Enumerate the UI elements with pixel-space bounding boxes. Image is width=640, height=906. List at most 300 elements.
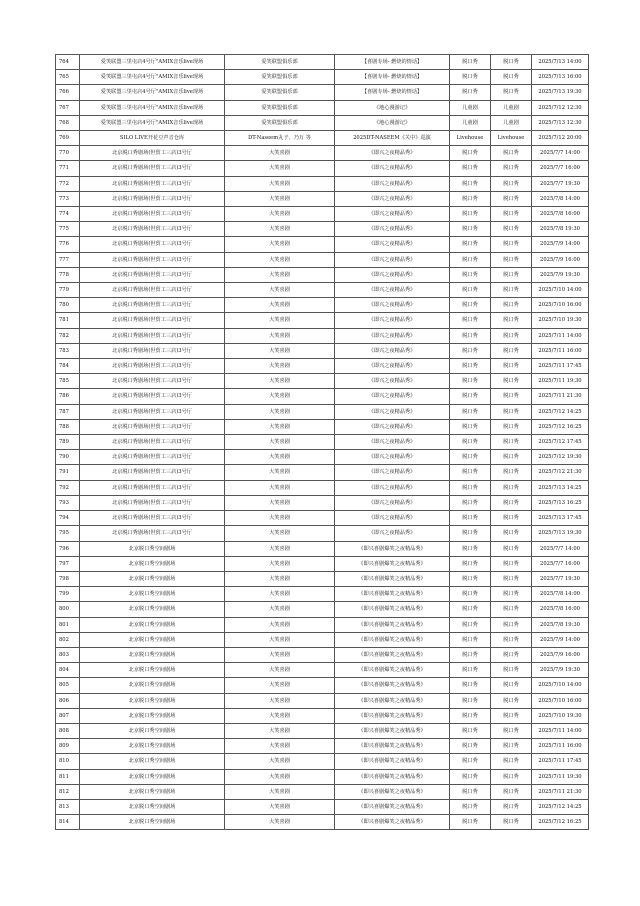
cell-venue: 北京脱口秀剧场(世贸工三店)3号厅	[80, 450, 225, 465]
cell-subcategory: 脱口秀	[491, 55, 532, 70]
cell-organizer: 大笑喜剧	[225, 283, 335, 298]
cell-category: 脱口秀	[450, 526, 491, 541]
cell-organizer: 大笑喜剧	[225, 556, 335, 571]
cell-organizer: 大笑喜剧	[225, 328, 335, 343]
table-row	[56, 100, 589, 115]
cell-venue: 北京脱口秀剧场(世贸工三店)3号厅	[80, 222, 225, 237]
table-row	[56, 70, 589, 85]
cell-venue: 北京脱口秀剧场(世贸工三店)3号厅	[80, 465, 225, 480]
cell-organizer: 大笑喜剧	[225, 784, 335, 799]
cell-category: 脱口秀	[450, 389, 491, 404]
cell-venue: 爱笑联盟三里屯店4号厅"AMIX音乐live现场	[80, 55, 225, 70]
cell-title: 《即兴之夜精品秀》	[335, 207, 450, 222]
cell-venue: 北京脱口秀空间剧场	[80, 587, 225, 602]
cell-subcategory: 脱口秀	[491, 161, 532, 176]
cell-title: 《即兴之夜精品秀》	[335, 146, 450, 161]
cell-organizer: 爱笑联盟俱乐部	[225, 85, 335, 100]
table-row	[56, 784, 589, 799]
cell-datetime: 2025/7/11 16:00	[532, 343, 589, 358]
cell-number: 773	[56, 191, 80, 206]
cell-number: 777	[56, 252, 80, 267]
cell-number: 795	[56, 526, 80, 541]
cell-title: 2025DT-NASEEM《关中》巡演	[335, 131, 450, 146]
cell-datetime: 2025/7/9 14:00	[532, 632, 589, 647]
cell-subcategory: 脱口秀	[491, 769, 532, 784]
cell-number: 809	[56, 739, 80, 754]
cell-datetime: 2025/7/13 16:25	[532, 495, 589, 510]
cell-subcategory: 脱口秀	[491, 70, 532, 85]
cell-title: 《即兴之夜精品秀》	[335, 526, 450, 541]
cell-datetime: 2025/7/13 16:00	[532, 70, 589, 85]
cell-category: 脱口秀	[450, 222, 491, 237]
cell-venue: SILO LIVE开花豆声音仓库	[80, 131, 225, 146]
cell-category: 脱口秀	[450, 754, 491, 769]
cell-title: 《即兴喜剧爆笑之夜精品秀》	[335, 708, 450, 723]
cell-organizer: 大笑喜剧	[225, 602, 335, 617]
cell-category: 脱口秀	[450, 207, 491, 222]
cell-category: 脱口秀	[450, 723, 491, 738]
cell-subcategory: 脱口秀	[491, 207, 532, 222]
cell-title: 《即兴之夜精品秀》	[335, 283, 450, 298]
table-row	[56, 283, 589, 298]
cell-venue: 北京脱口秀剧场(世贸工三店)3号厅	[80, 313, 225, 328]
cell-category: 脱口秀	[450, 617, 491, 632]
cell-title: 《即兴喜剧爆笑之夜精品秀》	[335, 678, 450, 693]
cell-venue: 北京脱口秀空间剧场	[80, 541, 225, 556]
table-row	[56, 587, 589, 602]
cell-datetime: 2025/7/12 14:25	[532, 799, 589, 814]
table-row	[56, 328, 589, 343]
cell-subcategory: 脱口秀	[491, 374, 532, 389]
cell-subcategory: 脱口秀	[491, 237, 532, 252]
cell-title: 【喜剧专场- 燃烧的情话】	[335, 70, 450, 85]
cell-category: 脱口秀	[450, 313, 491, 328]
cell-subcategory: 脱口秀	[491, 419, 532, 434]
cell-number: 776	[56, 237, 80, 252]
cell-datetime: 2025/7/13 19:30	[532, 526, 589, 541]
cell-datetime: 2025/7/7 19:30	[532, 571, 589, 586]
cell-number: 778	[56, 267, 80, 282]
cell-organizer: 大笑喜剧	[225, 632, 335, 647]
cell-number: 798	[56, 571, 80, 586]
cell-organizer: 大笑喜剧	[225, 252, 335, 267]
cell-venue: 北京脱口秀剧场(世贸工三店)3号厅	[80, 419, 225, 434]
cell-subcategory: 脱口秀	[491, 784, 532, 799]
cell-number: 764	[56, 55, 80, 70]
cell-datetime: 2025/7/12 12:30	[532, 100, 589, 115]
cell-organizer: 大笑喜剧	[225, 207, 335, 222]
table-row	[56, 663, 589, 678]
cell-category: 脱口秀	[450, 465, 491, 480]
cell-subcategory: 脱口秀	[491, 617, 532, 632]
cell-title: 《即兴喜剧爆笑之夜精品秀》	[335, 587, 450, 602]
cell-datetime: 2025/7/12 16:25	[532, 815, 589, 830]
cell-datetime: 2025/7/11 21:30	[532, 784, 589, 799]
cell-title: 【喜剧专场- 燃烧的情话】	[335, 55, 450, 70]
cell-datetime: 2025/7/8 16:00	[532, 207, 589, 222]
cell-title: 《即兴之夜精品秀》	[335, 252, 450, 267]
cell-number: 772	[56, 176, 80, 191]
cell-organizer: 大笑喜剧	[225, 678, 335, 693]
table-row	[56, 556, 589, 571]
table-row	[56, 541, 589, 556]
cell-title: 《即兴之夜精品秀》	[335, 435, 450, 450]
table-row	[56, 85, 589, 100]
cell-venue: 北京脱口秀空间剧场	[80, 617, 225, 632]
cell-subcategory: 脱口秀	[491, 495, 532, 510]
table-row	[56, 571, 589, 586]
cell-number: 786	[56, 389, 80, 404]
table-body	[56, 55, 589, 830]
cell-organizer: 大笑喜剧	[225, 161, 335, 176]
table-row	[56, 647, 589, 662]
cell-category: 脱口秀	[450, 632, 491, 647]
cell-organizer: 大笑喜剧	[225, 374, 335, 389]
cell-category: 脱口秀	[450, 85, 491, 100]
cell-datetime: 2025/7/11 14:00	[532, 723, 589, 738]
cell-organizer: 大笑喜剧	[225, 191, 335, 206]
cell-datetime: 2025/7/9 16:00	[532, 647, 589, 662]
cell-venue: 北京脱口秀剧场(世贸工三店)3号厅	[80, 343, 225, 358]
cell-category: Livehouse	[450, 131, 491, 146]
cell-title: 《即兴之夜精品秀》	[335, 328, 450, 343]
cell-category: 脱口秀	[450, 374, 491, 389]
cell-datetime: 2025/7/8 14:00	[532, 191, 589, 206]
performance-schedule-table	[55, 54, 589, 830]
cell-title: 《即兴喜剧爆笑之夜精品秀》	[335, 617, 450, 632]
cell-number: 802	[56, 632, 80, 647]
cell-subcategory: 脱口秀	[491, 313, 532, 328]
cell-venue: 北京脱口秀剧场(世贸工三店)3号厅	[80, 252, 225, 267]
cell-title: 《即兴之夜精品秀》	[335, 313, 450, 328]
table-row	[56, 708, 589, 723]
cell-subcategory: 脱口秀	[491, 602, 532, 617]
table-row	[56, 359, 589, 374]
cell-datetime: 2025/7/7 16:00	[532, 161, 589, 176]
cell-number: 791	[56, 465, 80, 480]
cell-subcategory: 脱口秀	[491, 222, 532, 237]
cell-title: 《即兴之夜精品秀》	[335, 359, 450, 374]
cell-datetime: 2025/7/11 21:30	[532, 389, 589, 404]
cell-subcategory: 脱口秀	[491, 541, 532, 556]
cell-datetime: 2025/7/9 19:30	[532, 663, 589, 678]
cell-number: 771	[56, 161, 80, 176]
cell-category: 脱口秀	[450, 571, 491, 586]
cell-number: 807	[56, 708, 80, 723]
cell-subcategory: 脱口秀	[491, 556, 532, 571]
cell-title: 《地心漫游记》	[335, 115, 450, 130]
cell-title: 《即兴之夜精品秀》	[335, 450, 450, 465]
cell-category: 脱口秀	[450, 556, 491, 571]
cell-organizer: 大笑喜剧	[225, 298, 335, 313]
cell-organizer: 大笑喜剧	[225, 723, 335, 738]
cell-venue: 北京脱口秀剧场(世贸工三店)3号厅	[80, 283, 225, 298]
cell-subcategory: 脱口秀	[491, 191, 532, 206]
cell-title: 《即兴喜剧爆笑之夜精品秀》	[335, 602, 450, 617]
table-row	[56, 678, 589, 693]
cell-number: 783	[56, 343, 80, 358]
table-row	[56, 450, 589, 465]
cell-number: 768	[56, 115, 80, 130]
cell-datetime: 2025/7/11 19:30	[532, 769, 589, 784]
cell-number: 769	[56, 131, 80, 146]
cell-subcategory: 脱口秀	[491, 176, 532, 191]
table-row	[56, 389, 589, 404]
table-row	[56, 131, 589, 146]
cell-title: 《即兴喜剧爆笑之夜精品秀》	[335, 784, 450, 799]
cell-title: 《即兴之夜精品秀》	[335, 161, 450, 176]
cell-organizer: 大笑喜剧	[225, 480, 335, 495]
cell-subcategory: 脱口秀	[491, 693, 532, 708]
cell-venue: 北京脱口秀剧场(世贸工三店)3号厅	[80, 267, 225, 282]
cell-number: 796	[56, 541, 80, 556]
cell-subcategory: 脱口秀	[491, 450, 532, 465]
cell-venue: 北京脱口秀空间剧场	[80, 663, 225, 678]
cell-organizer: 大笑喜剧	[225, 526, 335, 541]
cell-category: 脱口秀	[450, 769, 491, 784]
table-row	[56, 222, 589, 237]
cell-category: 脱口秀	[450, 252, 491, 267]
cell-category: 脱口秀	[450, 359, 491, 374]
cell-title: 《即兴之夜精品秀》	[335, 222, 450, 237]
cell-datetime: 2025/7/10 16:00	[532, 693, 589, 708]
cell-title: 《即兴喜剧爆笑之夜精品秀》	[335, 693, 450, 708]
cell-number: 787	[56, 404, 80, 419]
cell-category: 脱口秀	[450, 419, 491, 434]
cell-category: 脱口秀	[450, 267, 491, 282]
cell-number: 814	[56, 815, 80, 830]
table-row	[56, 799, 589, 814]
cell-venue: 北京脱口秀剧场(世贸工三店)3号厅	[80, 191, 225, 206]
cell-datetime: 2025/7/11 17:45	[532, 754, 589, 769]
cell-number: 767	[56, 100, 80, 115]
cell-organizer: 大笑喜剧	[225, 176, 335, 191]
cell-number: 782	[56, 328, 80, 343]
cell-title: 《即兴喜剧爆笑之夜精品秀》	[335, 815, 450, 830]
cell-subcategory: 脱口秀	[491, 587, 532, 602]
cell-title: 《即兴喜剧爆笑之夜精品秀》	[335, 556, 450, 571]
cell-venue: 北京脱口秀空间剧场	[80, 647, 225, 662]
cell-venue: 北京脱口秀剧场(世贸工三店)3号厅	[80, 176, 225, 191]
cell-subcategory: 儿童剧	[491, 100, 532, 115]
cell-venue: 北京脱口秀剧场(世贸工三店)3号厅	[80, 526, 225, 541]
cell-category: 脱口秀	[450, 146, 491, 161]
cell-organizer: 大笑喜剧	[225, 799, 335, 814]
cell-organizer: 大笑喜剧	[225, 222, 335, 237]
cell-organizer: 爱笑联盟俱乐部	[225, 115, 335, 130]
cell-category: 脱口秀	[450, 587, 491, 602]
table-row	[56, 191, 589, 206]
cell-datetime: 2025/7/8 19:30	[532, 222, 589, 237]
cell-title: 《即兴之夜精品秀》	[335, 191, 450, 206]
cell-datetime: 2025/7/13 12:30	[532, 115, 589, 130]
table-row	[56, 526, 589, 541]
cell-datetime: 2025/7/10 19:30	[532, 708, 589, 723]
cell-title: 《即兴之夜精品秀》	[335, 267, 450, 282]
cell-subcategory: 脱口秀	[491, 404, 532, 419]
cell-subcategory: Livehouse	[491, 131, 532, 146]
cell-subcategory: 脱口秀	[491, 708, 532, 723]
cell-number: 804	[56, 663, 80, 678]
table-row	[56, 267, 589, 282]
cell-subcategory: 儿童剧	[491, 115, 532, 130]
table-row	[56, 723, 589, 738]
cell-subcategory: 脱口秀	[491, 526, 532, 541]
cell-venue: 爱笑联盟三里屯店4号厅"AMIX音乐live现场	[80, 100, 225, 115]
cell-venue: 北京脱口秀剧场(世贸工三店)3号厅	[80, 374, 225, 389]
cell-organizer: 大笑喜剧	[225, 419, 335, 434]
cell-category: 儿童剧	[450, 100, 491, 115]
cell-number: 788	[56, 419, 80, 434]
cell-number: 813	[56, 799, 80, 814]
cell-organizer: 大笑喜剧	[225, 465, 335, 480]
cell-title: 《即兴之夜精品秀》	[335, 374, 450, 389]
table-row	[56, 495, 589, 510]
cell-venue: 北京脱口秀空间剧场	[80, 693, 225, 708]
cell-subcategory: 脱口秀	[491, 343, 532, 358]
cell-category: 脱口秀	[450, 161, 491, 176]
cell-organizer: 大笑喜剧	[225, 815, 335, 830]
cell-category: 脱口秀	[450, 693, 491, 708]
cell-category: 脱口秀	[450, 404, 491, 419]
table-row	[56, 207, 589, 222]
cell-number: 806	[56, 693, 80, 708]
cell-subcategory: 脱口秀	[491, 252, 532, 267]
cell-organizer: 大笑喜剧	[225, 450, 335, 465]
cell-organizer: 大笑喜剧	[225, 343, 335, 358]
cell-category: 脱口秀	[450, 511, 491, 526]
cell-title: 《即兴之夜精品秀》	[335, 343, 450, 358]
cell-organizer: 大笑喜剧	[225, 267, 335, 282]
cell-venue: 北京脱口秀空间剧场	[80, 815, 225, 830]
cell-number: 770	[56, 146, 80, 161]
cell-venue: 北京脱口秀剧场(世贸工三店)3号厅	[80, 495, 225, 510]
cell-organizer: 大笑喜剧	[225, 587, 335, 602]
cell-venue: 北京脱口秀空间剧场	[80, 602, 225, 617]
cell-venue: 爱笑联盟三里屯店4号厅"AMIX音乐live现场	[80, 70, 225, 85]
cell-category: 脱口秀	[450, 55, 491, 70]
cell-category: 脱口秀	[450, 784, 491, 799]
cell-organizer: 大笑喜剧	[225, 647, 335, 662]
cell-venue: 北京脱口秀空间剧场	[80, 678, 225, 693]
cell-number: 779	[56, 283, 80, 298]
cell-datetime: 2025/7/10 14:00	[532, 678, 589, 693]
table-row	[56, 313, 589, 328]
cell-title: 《即兴喜剧爆笑之夜精品秀》	[335, 571, 450, 586]
cell-venue: 北京脱口秀空间剧场	[80, 708, 225, 723]
cell-datetime: 2025/7/9 19:30	[532, 267, 589, 282]
cell-number: 797	[56, 556, 80, 571]
table-row	[56, 602, 589, 617]
cell-title: 《即兴之夜精品秀》	[335, 298, 450, 313]
cell-title: 《即兴喜剧爆笑之夜精品秀》	[335, 663, 450, 678]
cell-datetime: 2025/7/8 14:00	[532, 587, 589, 602]
cell-datetime: 2025/7/13 14:00	[532, 55, 589, 70]
cell-subcategory: 脱口秀	[491, 85, 532, 100]
cell-title: 《即兴之夜精品秀》	[335, 495, 450, 510]
cell-organizer: 大笑喜剧	[225, 663, 335, 678]
cell-venue: 爱笑联盟三里屯店4号厅"AMIX音乐live现场	[80, 115, 225, 130]
cell-category: 脱口秀	[450, 663, 491, 678]
cell-category: 儿童剧	[450, 115, 491, 130]
cell-title: 《即兴之夜精品秀》	[335, 176, 450, 191]
cell-number: 780	[56, 298, 80, 313]
cell-category: 脱口秀	[450, 450, 491, 465]
cell-title: 《地心漫游记》	[335, 100, 450, 115]
cell-category: 脱口秀	[450, 541, 491, 556]
cell-number: 775	[56, 222, 80, 237]
cell-title: 《即兴喜剧爆笑之夜精品秀》	[335, 632, 450, 647]
cell-subcategory: 脱口秀	[491, 435, 532, 450]
cell-datetime: 2025/7/7 14:00	[532, 541, 589, 556]
table-row	[56, 237, 589, 252]
cell-number: 794	[56, 511, 80, 526]
table-row	[56, 739, 589, 754]
cell-subcategory: 脱口秀	[491, 359, 532, 374]
cell-venue: 北京脱口秀空间剧场	[80, 799, 225, 814]
cell-subcategory: 脱口秀	[491, 146, 532, 161]
cell-organizer: 大笑喜剧	[225, 146, 335, 161]
cell-venue: 北京脱口秀空间剧场	[80, 769, 225, 784]
cell-category: 脱口秀	[450, 176, 491, 191]
table-row	[56, 115, 589, 130]
cell-subcategory: 脱口秀	[491, 283, 532, 298]
cell-category: 脱口秀	[450, 191, 491, 206]
table-row	[56, 419, 589, 434]
cell-category: 脱口秀	[450, 739, 491, 754]
cell-organizer: 爱笑联盟俱乐部	[225, 55, 335, 70]
table-row	[56, 435, 589, 450]
cell-number: 789	[56, 435, 80, 450]
cell-subcategory: 脱口秀	[491, 723, 532, 738]
cell-number: 810	[56, 754, 80, 769]
cell-datetime: 2025/7/12 21:30	[532, 465, 589, 480]
cell-subcategory: 脱口秀	[491, 632, 532, 647]
table-row	[56, 465, 589, 480]
table-row	[56, 480, 589, 495]
cell-venue: 北京脱口秀剧场(世贸工三店)3号厅	[80, 480, 225, 495]
cell-organizer: 爱笑联盟俱乐部	[225, 100, 335, 115]
cell-category: 脱口秀	[450, 328, 491, 343]
cell-datetime: 2025/7/12 19:30	[532, 450, 589, 465]
cell-venue: 北京脱口秀剧场(世贸工三店)3号厅	[80, 389, 225, 404]
cell-number: 765	[56, 70, 80, 85]
cell-number: 805	[56, 678, 80, 693]
cell-datetime: 2025/7/8 16:00	[532, 602, 589, 617]
table-row	[56, 511, 589, 526]
cell-datetime: 2025/7/13 17:45	[532, 511, 589, 526]
table-row	[56, 55, 589, 70]
cell-venue: 北京脱口秀剧场(世贸工三店)3号厅	[80, 511, 225, 526]
cell-datetime: 2025/7/7 14:00	[532, 146, 589, 161]
cell-venue: 北京脱口秀剧场(世贸工三店)3号厅	[80, 359, 225, 374]
cell-number: 793	[56, 495, 80, 510]
table-row	[56, 343, 589, 358]
cell-subcategory: 脱口秀	[491, 328, 532, 343]
table-row	[56, 693, 589, 708]
cell-datetime: 2025/7/11 16:00	[532, 739, 589, 754]
cell-category: 脱口秀	[450, 495, 491, 510]
table-row	[56, 176, 589, 191]
cell-datetime: 2025/7/10 14:00	[532, 283, 589, 298]
cell-organizer: 大笑喜剧	[225, 708, 335, 723]
cell-title: 《即兴之夜精品秀》	[335, 389, 450, 404]
cell-venue: 北京脱口秀剧场(世贸工三店)3号厅	[80, 328, 225, 343]
cell-subcategory: 脱口秀	[491, 647, 532, 662]
cell-category: 脱口秀	[450, 237, 491, 252]
cell-venue: 北京脱口秀剧场(世贸工三店)3号厅	[80, 207, 225, 222]
cell-subcategory: 脱口秀	[491, 267, 532, 282]
